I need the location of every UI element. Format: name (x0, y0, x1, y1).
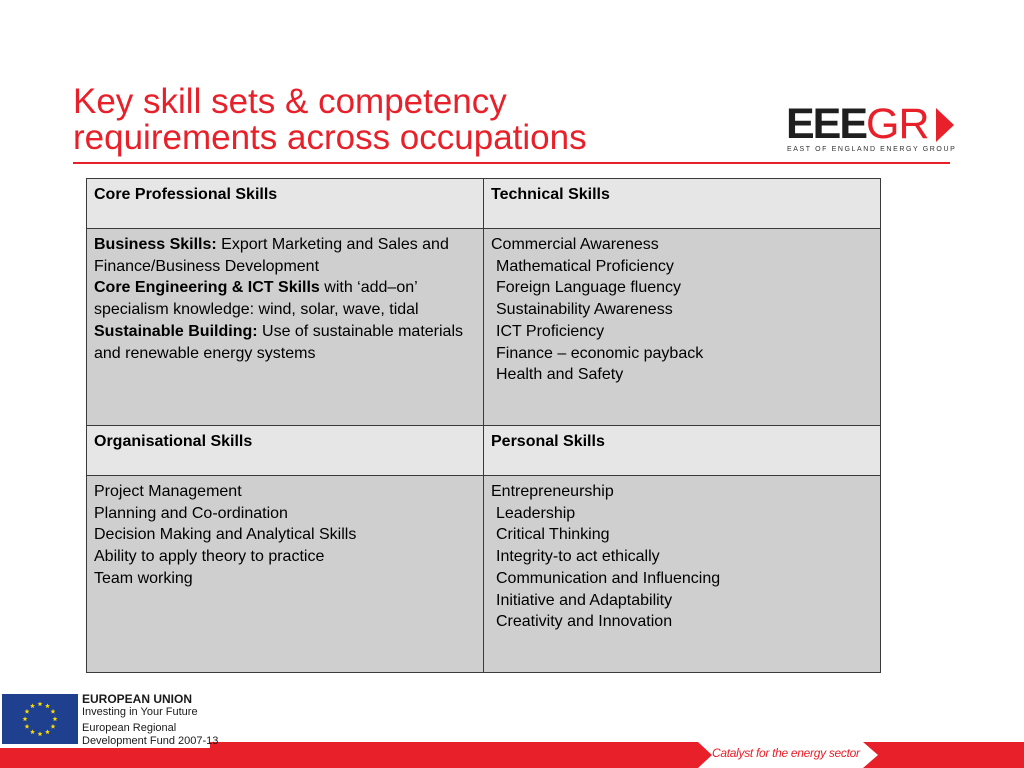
table-row (87, 426, 881, 476)
list-item: Decision Making and Analytical Skills (94, 526, 357, 544)
personal-skills-cell (484, 476, 881, 673)
organisational-skills-header: Organisational Skills (87, 426, 484, 476)
list-item: Health and Safety (496, 366, 624, 384)
list-item: Finance – economic payback (496, 344, 704, 362)
list-item: Leadership (496, 504, 576, 522)
list-item: Communication and Influencing (496, 569, 721, 587)
list-item: Foreign Language fluency (496, 279, 682, 297)
eu-line-4: Development Fund 2007-13 (82, 734, 219, 747)
list-item: Entrepreneurship (491, 483, 614, 500)
table-row (87, 229, 881, 426)
logo-arrow-icon (936, 108, 954, 142)
list-item: ICT Proficiency (496, 322, 605, 340)
list-item: Project Management (94, 483, 242, 500)
logo-letters-accent: GR (866, 100, 929, 148)
slide-title-line-1: Key skill sets & competency (73, 82, 507, 121)
list-item: Sustainability Awareness (496, 301, 673, 319)
list-item: Commercial Awareness (491, 236, 659, 253)
list-item: Integrity-to act ethically (496, 548, 660, 566)
skills-table (86, 178, 881, 673)
eu-line-2: Investing in Your Future (82, 705, 198, 718)
business-skills-label: Business Skills: (94, 236, 217, 253)
core-professional-skills-cell (87, 229, 484, 426)
business-skills-text: Export Marketing and Sales and (216, 236, 449, 253)
title-divider (73, 162, 950, 164)
list-item: Critical Thinking (496, 526, 610, 544)
logo-letters-main: EEE (786, 100, 867, 148)
eu-line-3: European Regional (82, 722, 177, 734)
technical-skills-header: Technical Skills (484, 179, 881, 229)
slide-title (73, 84, 713, 156)
list-item: Initiative and Adaptability (496, 591, 673, 609)
eu-funding-notice (82, 693, 218, 747)
list-item: Team working (94, 569, 193, 587)
core-professional-skills-header: Core Professional Skills (87, 179, 484, 229)
logo-wordmark (786, 100, 929, 148)
business-skills-line-2: Finance/Business Development (94, 257, 320, 275)
personal-skills-header: Personal Skills (484, 426, 881, 476)
eeegr-logo (786, 100, 958, 158)
list-item: Ability to apply theory to practice (94, 548, 325, 566)
logo-tagline: EAST OF ENGLAND ENERGY GROUP (787, 146, 957, 153)
list-item: Planning and Co-ordination (94, 504, 288, 522)
technical-skills-cell (484, 229, 881, 426)
table-row (87, 179, 881, 229)
footer-tagline: Catalyst for the energy sector (712, 746, 860, 760)
table-row (87, 476, 881, 673)
eu-line-1: EUROPEAN UNION (82, 692, 193, 706)
eu-flag-icon (2, 694, 78, 744)
organisational-skills-cell (87, 476, 484, 673)
list-item: Mathematical Proficiency (496, 257, 674, 275)
core-engineering-text: with ‘add–on’ specialism knowledge: wind, solar, wave, tidal (94, 279, 419, 319)
sustainable-building-label: Sustainable Building: (94, 322, 258, 340)
core-engineering-label: Core Engineering & ICT Skills (94, 279, 320, 297)
sustainable-building-text: Use of sustainable materials and renewable energy systems (94, 322, 463, 362)
slide-title-line-2: requirements across occupations (73, 118, 587, 157)
list-item: Creativity and Innovation (496, 613, 673, 631)
